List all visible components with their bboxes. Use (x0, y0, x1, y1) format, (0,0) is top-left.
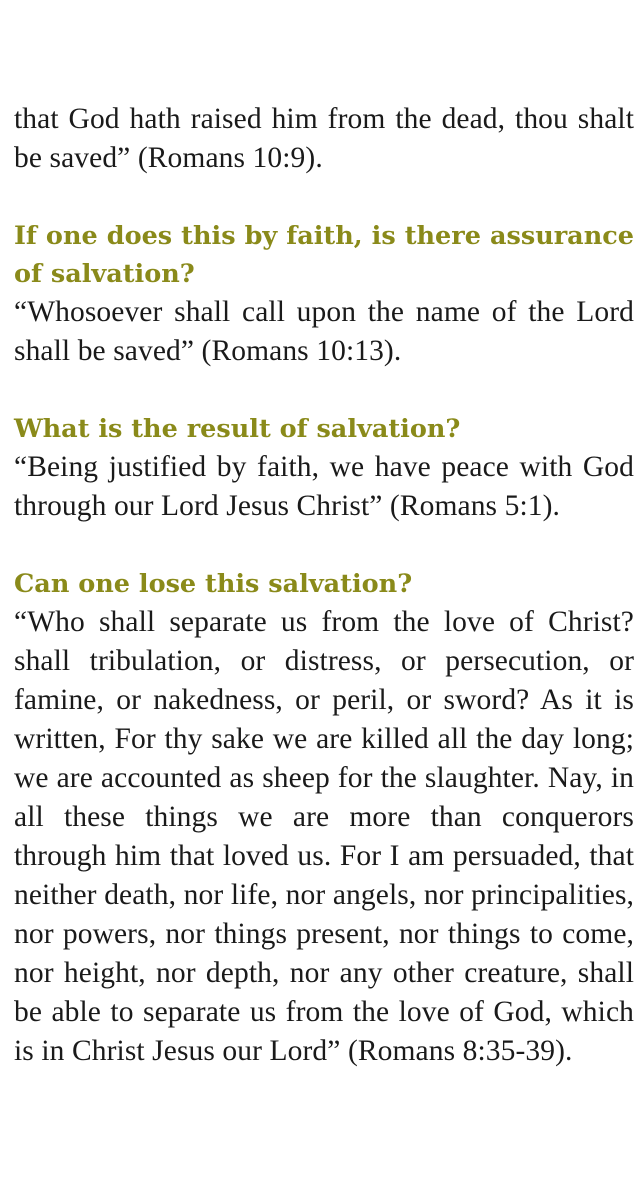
document-page (14, 100, 634, 1071)
question-heading: What is the result of salvation? (14, 414, 461, 444)
spacer (14, 526, 634, 565)
qa-section-result (14, 410, 634, 526)
qa-section-assurance (14, 217, 634, 371)
spacer (14, 178, 634, 217)
spacer (14, 371, 634, 410)
intro-paragraph: that God hath raised him from the dead, thou shalt be saved” (Romans 10:9). (14, 103, 634, 174)
qa-section-lose-salvation (14, 565, 634, 1071)
answer-paragraph: “Who shall separate us from the love of Christ? shall tribulation, or distress, or persecution, or famine, or nakedness, or peril, or sword? As it is written, For thy sake we are killed all the day long; we are accounted as sheep for the slaughter. Nay, in all these things we are more than conquerors through him that loved us. For I am persuaded, that neither death, nor life, nor angels, nor principalities, nor powers, nor things present, nor things to come, nor height, nor depth, nor any other creature, shall be able to separate us from the love of God, which is in Christ Jesus our Lord” (Romans 8:35-39). (14, 606, 634, 1067)
question-heading: If one does this by faith, is there assurance of salvation? (14, 221, 634, 289)
answer-paragraph: “Whosoever shall call upon the name of the Lord shall be saved” (Romans 10:13). (14, 296, 634, 367)
question-heading: Can one lose this salvation? (14, 569, 413, 599)
answer-paragraph: “Being justified by faith, we have peace with God through our Lord Jesus Christ” (Romans 5:1). (14, 451, 634, 522)
